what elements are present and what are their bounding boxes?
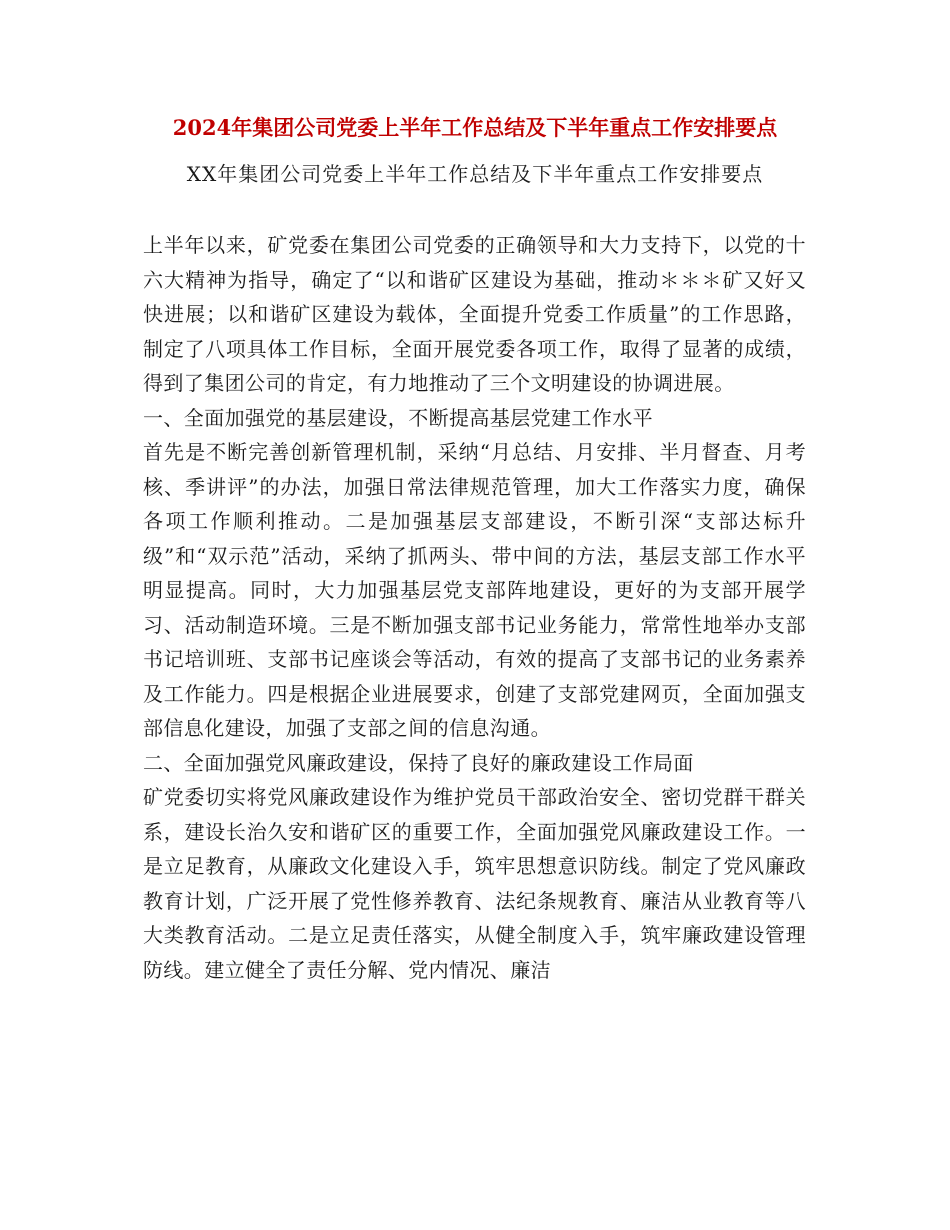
intro-paragraph: 上半年以来，矿党委在集团公司党委的正确领导和大力支持下，以党的十六大精神为指导，确定了“以和谐矿区建设为基础，推动＊＊＊矿又好又快进展；以和谐矿区建设为载体，全面提升党委工作质量”的工作思路，制定了八项具体工作目标，全面开展党委各项工作，取得了显著的成绩，得到了集团公司的肯定，有力地推动了三个文明建设的协调进展。: [143, 233, 806, 395]
section-2-paragraph: 矿党委切实将党风廉政建设作为维护党员干部政治安全、密切党群干群关系，建设长治久安和谐矿区的重要工作，全面加强党风廉政建设工作。一是立足教育，从廉政文化建设入手，筑牢思想意识防线。制定了党风廉政教育计划，广泛开展了党性修养教育、法纪条规教育、廉洁从业教育等八大类教育活动。二是立足责任落实，从健全制度入手，筑牢廉政建设管理防线。建立健全了责任分解、党内情况、廉洁: [143, 785, 806, 982]
document-body: [143, 228, 806, 987]
document-title: 2024年集团公司党委上半年工作总结及下半年重点工作安排要点: [172, 115, 778, 140]
section-1-paragraph: 首先是不断完善创新管理机制，采纳“月总结、月安排、半月督查、月考核、季讲评”的办法，加强日常法律规范管理，加大工作落实力度，确保各项工作顺利推动。二是加强基层支部建设，不断引深“支部达标升级”和“双示范”活动，采纳了抓两头、带中间的方法，基层支部工作水平明显提高。同时，大力加强基层党支部阵地建设，更好的为支部开展学习、活动制造环境。三是不断加强支部书记业务能力，常常性地举办支部书记培训班、支部书记座谈会等活动，有效的提高了支部书记的业务素养及工作能力。四是根据企业进展要求，创建了支部党建网页，全面加强支部信息化建设，加强了支部之间的信息沟通。: [143, 440, 806, 740]
section-heading-1: 一、全面加强党的基层建设，不断提高基层党建工作水平: [143, 405, 653, 430]
document-subtitle: XX年集团公司党委上半年工作总结及下半年重点工作安排要点: [186, 162, 764, 186]
section-heading-2: 二、全面加强党风廉政建设，保持了良好的廉政建设工作局面: [143, 750, 694, 775]
